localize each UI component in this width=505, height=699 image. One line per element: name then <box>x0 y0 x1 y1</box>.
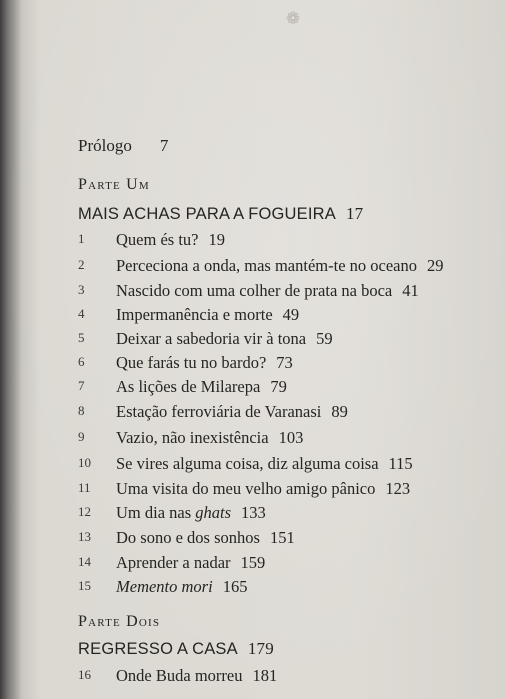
part-two-title-text: REGRESSO A CASA <box>78 640 238 658</box>
chapter-page: 19 <box>208 230 225 249</box>
chapter-page: 79 <box>270 377 287 396</box>
chapter-page: 159 <box>240 553 266 572</box>
chapter-number: 2 <box>78 257 85 272</box>
chapter-title: Estação ferroviária de Varanasi <box>116 402 322 421</box>
chapter-number: 4 <box>78 306 85 321</box>
chapter-number: 12 <box>78 504 91 519</box>
chapter-number: 15 <box>78 578 91 593</box>
chapter-number: 5 <box>78 330 85 345</box>
chapter-page: 49 <box>282 305 300 324</box>
chapter-number: 9 <box>78 429 85 444</box>
chapter-number: 1 <box>78 231 85 246</box>
chapter-page: 103 <box>278 428 304 447</box>
chapter-title: Nascido com uma colher de prata na boca <box>116 281 393 300</box>
chapter-number: 14 <box>78 554 91 569</box>
chapter-page: 41 <box>402 281 419 300</box>
chapter-number: 6 <box>78 354 85 369</box>
chapter-title: Se vires alguma coisa, diz alguma coisa <box>116 454 379 473</box>
chapter-title: Quem és tu? <box>116 230 199 249</box>
chapter-title: Impermanência e morte <box>116 305 273 324</box>
chapter-page: 115 <box>388 454 413 473</box>
chapter-number: 11 <box>78 480 91 495</box>
chapter-page: 165 <box>222 577 248 596</box>
chapter-title: Uma visita do meu velho amigo pânico <box>116 479 376 498</box>
chapter-title-italic: ghats <box>195 503 232 522</box>
chapter-number: 8 <box>78 403 85 418</box>
flower-ornament-icon: ❁ <box>285 9 301 28</box>
chapter-page: 181 <box>252 666 278 685</box>
part-one-title <box>78 204 363 224</box>
chapter-title: Memento mori <box>116 577 213 596</box>
chapter-number: 7 <box>78 378 85 393</box>
chapter-number: 13 <box>78 529 91 544</box>
chapter-page: 151 <box>269 528 295 547</box>
part-one-label: Parte Um <box>78 176 150 193</box>
chapter-page: 59 <box>316 329 333 348</box>
chapter-title: Um dia nas <box>116 503 196 522</box>
chapter-title: Perceciona a onda, mas mantém-te no oceano <box>116 256 417 275</box>
chapter-page: 89 <box>331 402 348 421</box>
part-one-title-text: MAIS ACHAS PARA A FOGUEIRA <box>78 205 336 223</box>
chapter-title: Vazio, não inexistência <box>116 428 269 447</box>
chapter-page: 123 <box>385 479 411 498</box>
prologue-label: Prólogo <box>78 136 132 155</box>
chapter-title: Do sono e dos sonhos <box>116 528 260 547</box>
chapter-title: As lições de Milarepa <box>116 377 261 396</box>
part-two-title <box>78 639 274 659</box>
chapter-title: Que farás tu no bardo? <box>116 353 267 372</box>
chapter-page: 29 <box>427 256 444 275</box>
chapter-title: Onde Buda morreu <box>116 666 243 685</box>
chapter-page: 133 <box>241 503 266 522</box>
part-one-page: 17 <box>345 204 364 223</box>
chapter-number: 3 <box>78 282 85 297</box>
part-two-page: 179 <box>247 639 274 658</box>
prologue-page: 7 <box>159 136 169 155</box>
part-two-label: Parte Dois <box>78 613 161 630</box>
chapter-number: 16 <box>78 667 91 682</box>
chapter-page: 73 <box>276 353 293 372</box>
chapter-title: Aprender a nadar <box>116 553 231 572</box>
prologue-entry <box>78 136 168 156</box>
chapter-title: Deixar a sabedoria vir à tona <box>116 329 307 348</box>
chapter-number: 10 <box>78 455 91 470</box>
